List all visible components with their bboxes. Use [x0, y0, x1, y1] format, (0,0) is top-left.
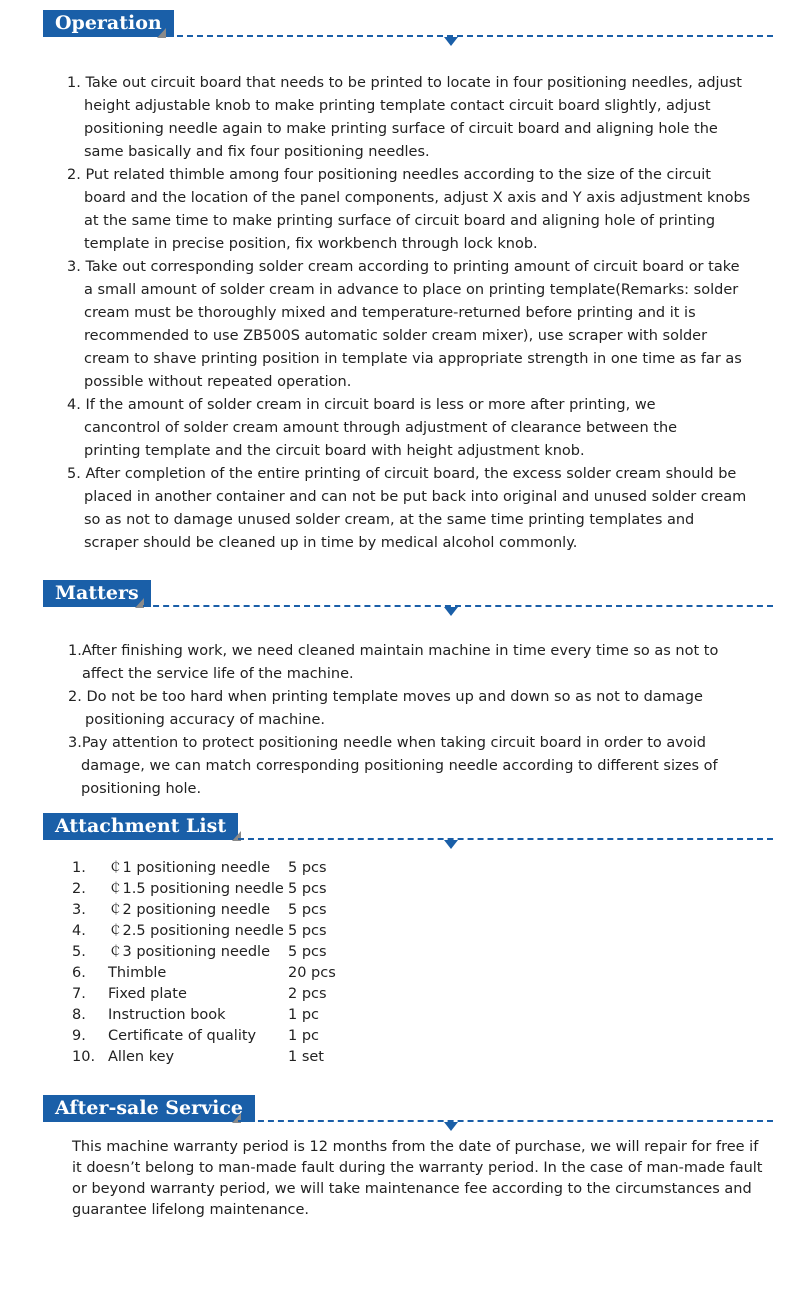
attachment-name: Allen key — [108, 1049, 175, 1065]
attachment-qty: 20 pcs — [288, 965, 336, 981]
attachment-name: Fixed plate — [108, 986, 187, 1002]
operation-item: 1. Take out circuit board that needs to be printed to locate in four positioning needles, adjust height adjustable knob to make printing template contact circuit board slightly, adjust positioning needle again to make printing surface of circuit board and aligning hole the same basically and fix four positioning needles. — [67, 75, 742, 160]
attachment-qty: 2 pcs — [288, 986, 327, 1002]
arrow-down-icon — [444, 37, 458, 46]
section-title-operation: Operation — [43, 10, 174, 37]
attachment-name: ￠2 positioning needle — [108, 902, 270, 918]
attachment-name: Instruction book — [108, 1007, 226, 1023]
operation-item: 3. Take out corresponding solder cream according to printing amount of circuit board or take a small amount of solder cream in advance to place on printing template(Remarks: solder cream must be thoroughly mixed and temperature-returned before printing and it is recommended to use ZB500S automatic solder cream mixer), use scraper with solder cream to shave printing position in template via appropriate strength in one time as far as possible without repeated operation. — [67, 259, 742, 390]
matters-list — [0, 640, 790, 801]
service-text: This machine warranty period is 12 months from the date of purchase, we will repair for free if it doesn’t belong to man-made fault during the warranty period. In the case of man-made fault or beyond warranty period, we will take maintenance fee according to the circumstances and guarantee lifelong maintenance. — [72, 1139, 763, 1218]
attachment-no: 2. — [72, 881, 86, 897]
attachment-qty: 5 pcs — [288, 860, 327, 876]
attachment-name: ￠3 positioning needle — [108, 944, 270, 960]
section-header-service — [43, 1095, 773, 1125]
operation-item: 4. If the amount of solder cream in circuit board is less or more after printing, we cancontrol of solder cream amount through adjustment of clearance between the printing template and the circuit board with height adjustment knob. — [67, 397, 678, 459]
attachment-no: 3. — [72, 902, 86, 918]
attachment-no: 9. — [72, 1028, 86, 1044]
attachment-no: 10. — [72, 1049, 96, 1065]
attachment-qty: 1 pc — [288, 1007, 320, 1023]
attachment-qty: 1 set — [288, 1049, 324, 1065]
matters-item: 3.Pay attention to protect positioning needle when taking circuit board in order to avoid damage, we can match corresponding positioning needle according to different sizes of positioning hole. — [68, 735, 718, 797]
attachment-no: 5. — [72, 944, 86, 960]
attachment-no: 4. — [72, 923, 86, 939]
attachment-qty: 5 pcs — [288, 902, 327, 918]
attachment-qty: 5 pcs — [288, 923, 327, 939]
arrow-down-icon — [444, 840, 458, 849]
attachment-name: Thimble — [108, 965, 167, 981]
attachment-no: 8. — [72, 1007, 86, 1023]
section-title-service: After-sale Service — [43, 1095, 255, 1122]
header-tail-icon — [157, 28, 166, 38]
operation-item: 2. Put related thimble among four positioning needles according to the size of the circuit board and the location of the panel components, adjust X axis and Y axis adjustment knobs at the same time to make printing surface of circuit board and aligning hole of printing template in precise position, fix workbench through lock knob. — [67, 167, 751, 252]
attachment-no: 1. — [72, 860, 86, 876]
dashed-divider — [238, 838, 773, 840]
attachment-qty: 1 pc — [288, 1028, 320, 1044]
section-header-attachment — [43, 813, 773, 843]
attachment-name: ￠1.5 positioning needle — [108, 881, 284, 897]
attachment-no: 6. — [72, 965, 86, 981]
arrow-down-icon — [444, 1122, 458, 1131]
section-title-matters: Matters — [43, 580, 151, 607]
matters-item: 1.After finishing work, we need cleaned maintain machine in time every time so as not to affect the service life of the machine. — [68, 643, 719, 682]
attachment-name: ￠2.5 positioning needle — [108, 923, 284, 939]
attachment-name: Certificate of quality — [108, 1028, 257, 1044]
arrow-down-icon — [444, 607, 458, 616]
dashed-divider — [167, 35, 773, 37]
attachment-name: ￠1 positioning needle — [108, 860, 270, 876]
attachment-qty: 5 pcs — [288, 881, 327, 897]
attachment-qty: 5 pcs — [288, 944, 327, 960]
operation-list — [0, 72, 790, 555]
section-header-matters — [43, 580, 773, 610]
operation-item: 5. After completion of the entire printing of circuit board, the excess solder cream should be placed in another container and can not be put back into original and unused solder cream so as not to damage unused solder cream, at the same time printing templates and scraper should be cleaned up in time by medical alcohol commonly. — [67, 466, 747, 551]
matters-item: 2. Do not be too hard when printing template moves up and down so as not to damage positioning accuracy of machine. — [68, 689, 703, 728]
attachment-no: 7. — [72, 986, 86, 1002]
dashed-divider — [238, 1120, 773, 1122]
dashed-divider — [143, 605, 773, 607]
section-header-operation — [43, 10, 773, 40]
section-title-attachment: Attachment List — [43, 813, 238, 840]
